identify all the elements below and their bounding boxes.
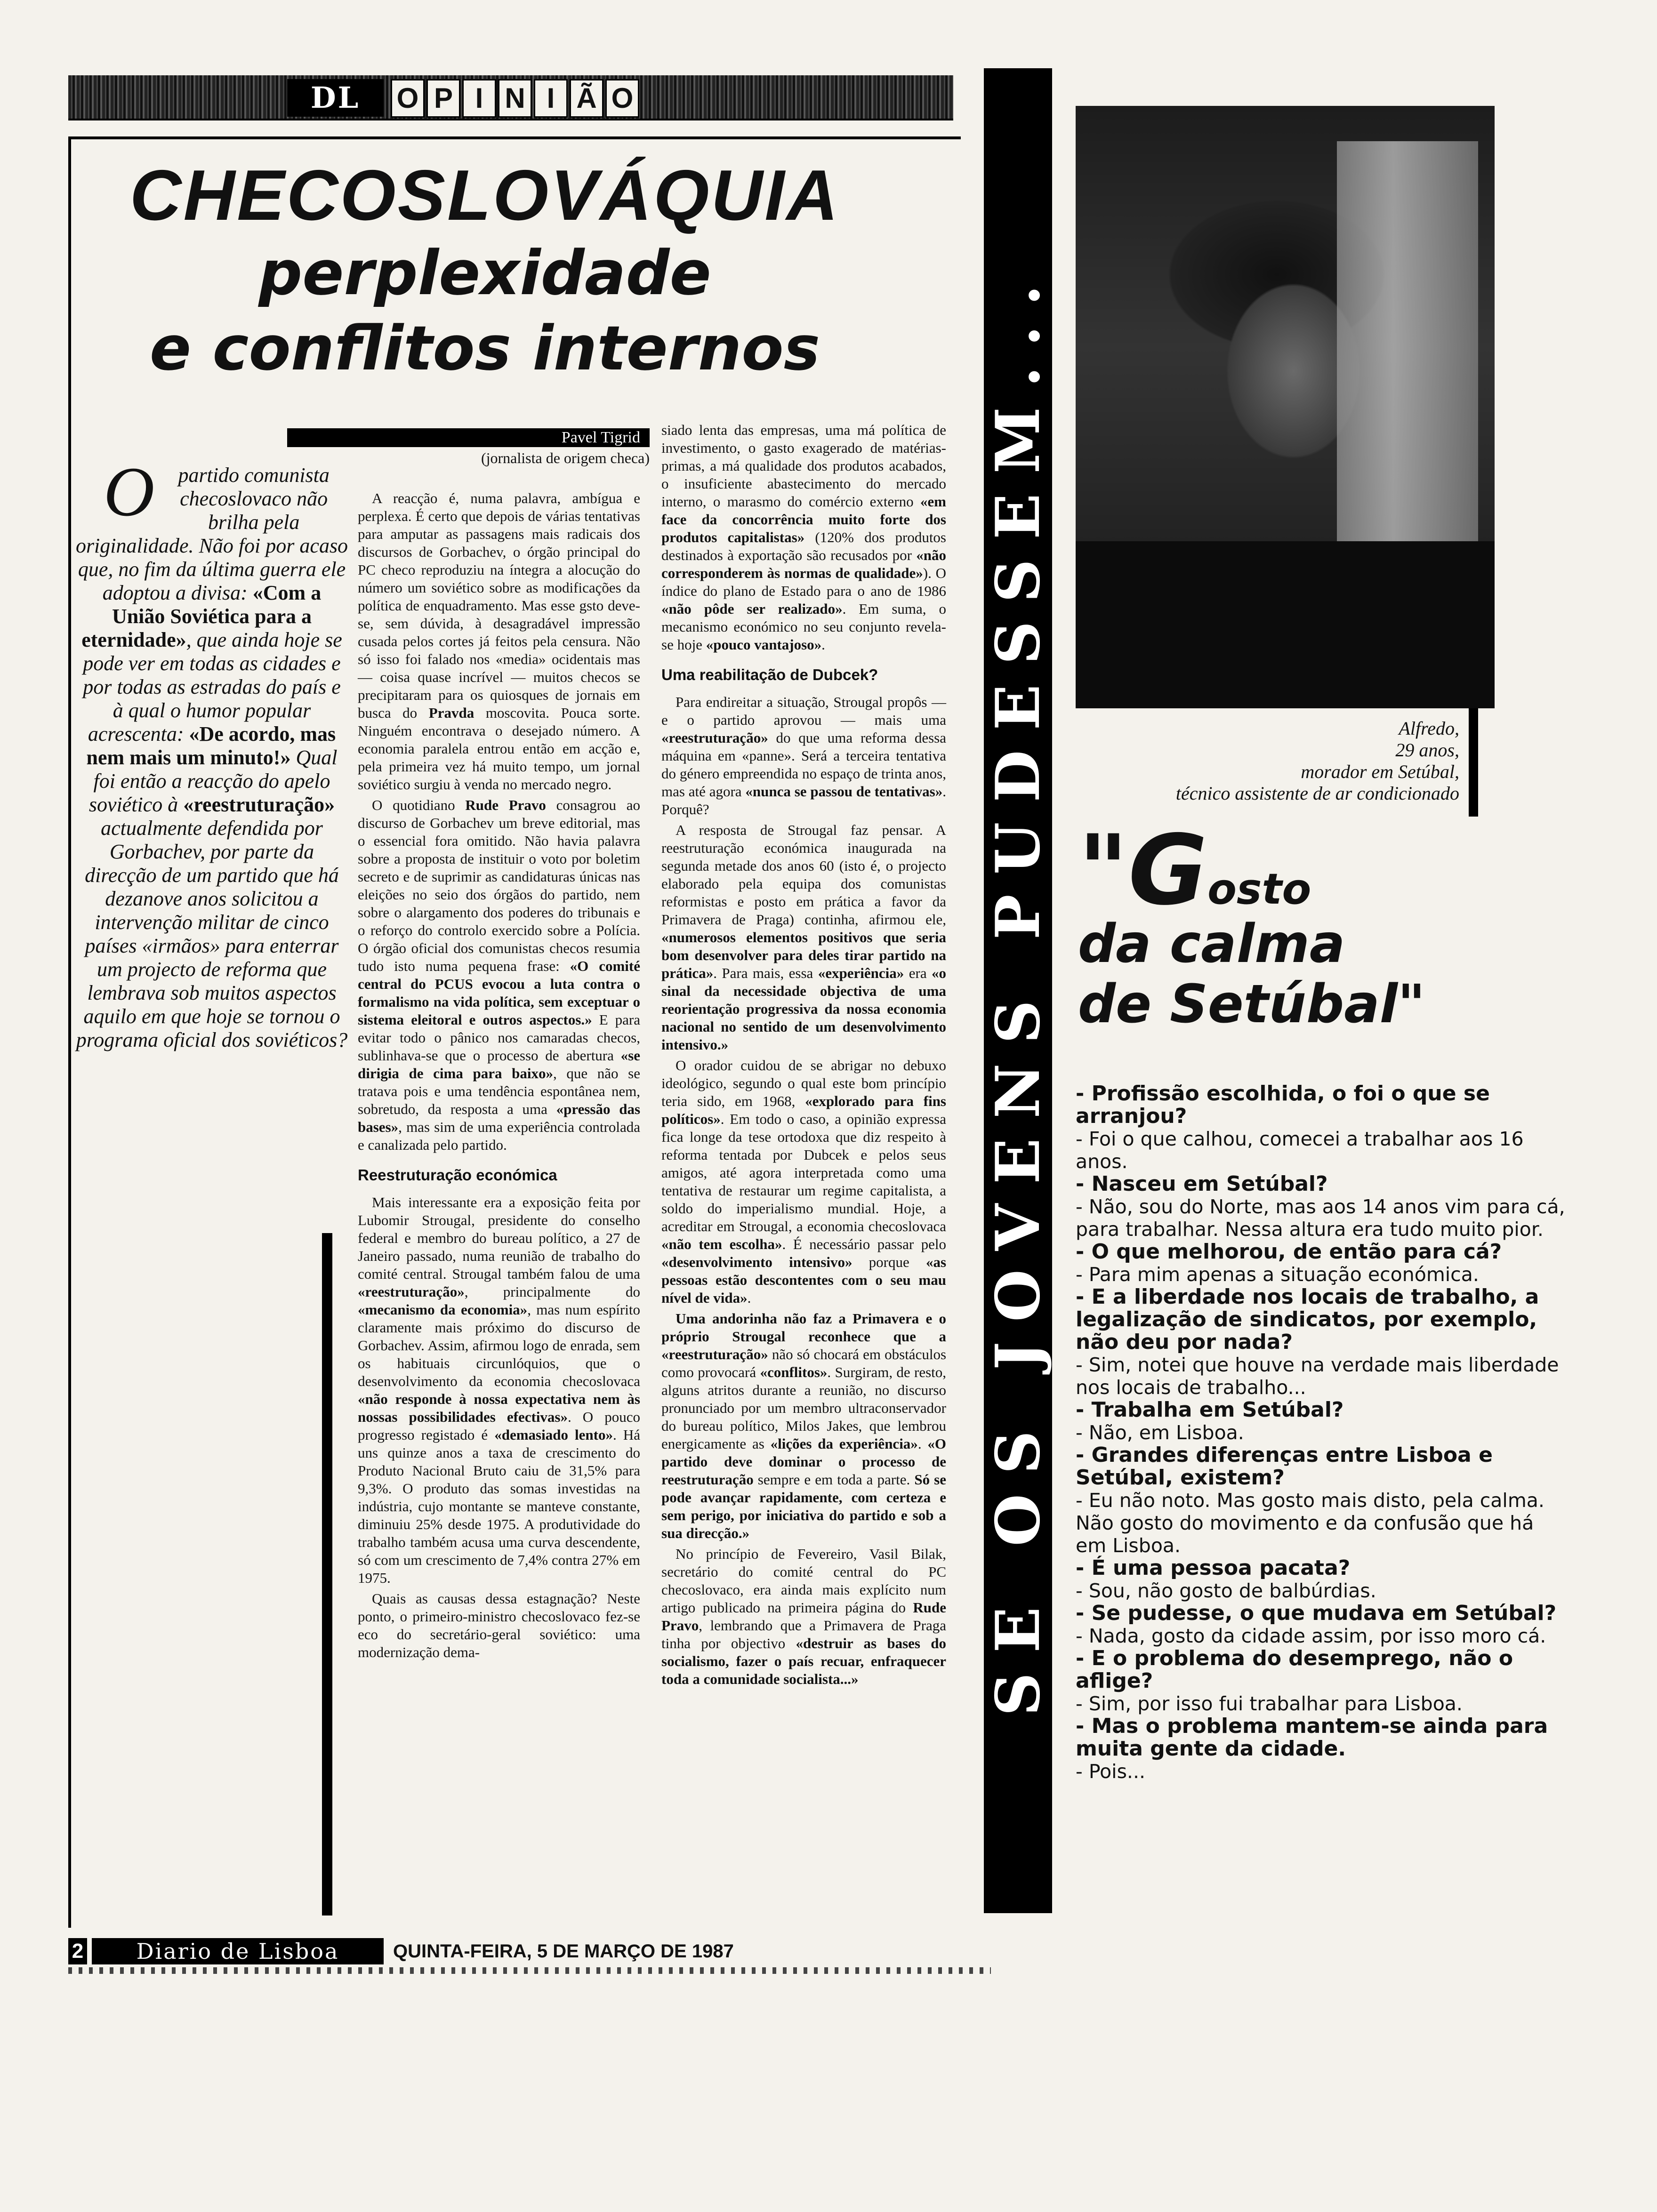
title-initial: "G — [1078, 815, 1208, 927]
caption-line: Alfredo, — [1399, 718, 1459, 739]
text-bold: «destruir as bases do socialismo, fazer o país recuar, enfraquecer toda a comunidade socialista...» — [661, 1635, 946, 1687]
text: E para evitar todo o pânico nos camaradas checos, sublinhava-se que o processo de abertura — [358, 1011, 640, 1064]
text-bold: «O comité central do PCUS evocou a luta contra o formalismo na vida política, sem exceptuar o sistema eleitoral e outros aspectos.» — [358, 958, 640, 1028]
interview-answer: - Sim, por isso fui trabalhar para Lisboa. — [1076, 1692, 1463, 1715]
text-bold: «não corresponderem às normas de qualidade» — [661, 547, 946, 581]
text-bold: Rude Pravo — [661, 1599, 947, 1634]
text: porque — [869, 1254, 909, 1270]
text-bold: «reestruturação» — [661, 729, 768, 746]
photo-caption — [1083, 718, 1459, 804]
photo-shadow — [1076, 541, 1495, 708]
text-bold: «as pessoas estão descontentes com o seu mau nível de vida» — [661, 1254, 947, 1306]
text: O quotidiano — [372, 797, 455, 813]
article-column-2 — [358, 489, 640, 1664]
paragraph — [661, 1057, 946, 1307]
photo-highlight — [1337, 141, 1478, 565]
interview-answer: - Foi o que calhou, comecei a trabalhar aos 16 anos. — [1076, 1128, 1524, 1173]
paragraph — [358, 1194, 640, 1587]
lead-text: actualmente defendida por Gorbachev, por parte da direcção de um partido que há dezanove anos solicitou a intervenção militar de cinco países «irmãos» para enterrar um projecto de reforma que lembrava sob muitos aspectos aquilo em que hoje se tornou o programa oficial dos soviéticos? — [76, 817, 348, 1051]
interview-question: - E a liberdade nos locais de trabalho, a legalização de sindicatos, por exemplo, não deu por nada? — [1076, 1285, 1539, 1354]
text: sempre e em toda a parte. — [757, 1471, 910, 1488]
interview-answer: - Não, em Lisboa. — [1076, 1421, 1244, 1444]
paragraph — [358, 489, 640, 793]
paragraph — [661, 1545, 946, 1688]
caption-line: morador em Setúbal, — [1301, 761, 1459, 782]
text: No princípio de Fevereiro, Vasil Bilak, secretário do comité central do PC checoslovaco, era ainda mais explícito num artigo publicado na primeira página do — [661, 1546, 946, 1616]
text: siado lenta das empresas, uma má política de investimento, o gasto exagerado de matérias-primas, a má qualidade dos produtos acabados, o insuficiente abastecimento do mercado interno, o marasmo do comércio externo — [661, 422, 946, 510]
interview-qa — [1076, 1082, 1570, 1783]
text: Mais interessante era a exposição feita por Lubomir Strougal, presidente do conselho federal e membro do bureau político, a 27 de Janeiro passado, numa reunião de trabalho do comité central. Strougal também falou de uma — [358, 1194, 640, 1282]
footer-dot-rule — [68, 1967, 991, 1974]
text: Para endireitar a situação, Strougal propôs — e o partido aprovou — mais uma — [661, 694, 946, 728]
headline-line-3: e conflitos internos — [149, 313, 820, 384]
text-bold: Rude Pravo — [465, 797, 546, 813]
text: . — [917, 1435, 922, 1452]
author-byline: Pavel Tigrid — [287, 428, 650, 447]
text: era — [909, 965, 927, 981]
text-bold: Só se pode avançar rapidamente, com certeza e sem perigo, por iniciativa do partido e sob a sua direcção.» — [661, 1471, 946, 1541]
interview-answer: - Para mim apenas a situação económica. — [1076, 1263, 1479, 1286]
text: . — [821, 636, 825, 653]
text: do que uma reforma dessa máquina em «panne». Será a terceira tentativa do género empreendida no espaço de trinta anos, mas até agora — [661, 729, 947, 800]
interview-question: - O que melhorou, de então para cá? — [1076, 1240, 1502, 1264]
paragraph — [661, 821, 946, 1054]
text: , mas num espírito claramente mais próximo do discurso de Gorbachev. Assim, afirmou logo de enrada, sem os habituais circunlóquios, que o desenvolvimento da economia checoslovaca — [358, 1301, 640, 1389]
lead-rule-bar — [322, 1233, 332, 1915]
interview-answer: - Sou, não gosto de balbúrdias. — [1076, 1579, 1376, 1602]
text: . Há uns quinze anos a taxa de crescimento do Produto Nacional Bruto caiu de 31,5% para 9,3%. O produto das somas investidas na indústria, cujo montante se manteve constante, diminuiu 25% desde 1975. A produtividade do trabalho também acusa uma curva descendente, só com um crescimento de 7,4% contra 27% em 1975. — [358, 1427, 640, 1586]
paragraph — [358, 796, 640, 1154]
lead-quote: «reestruturação» — [183, 793, 335, 816]
newspaper-logo: DL — [287, 79, 384, 117]
text-bold: «não pôde ser realizado» — [661, 601, 843, 617]
subheading: Reestruturação económica — [358, 1166, 557, 1184]
paragraph: Quais as causas dessa estagnação? Neste ponto, o primeiro-ministro checoslovaco fez-se eco do secretário-geral soviético: uma modernização dema- — [358, 1590, 640, 1660]
text-bold: «pressão das bases» — [358, 1101, 641, 1135]
text: (120% dos produtos destinados à exportação são recusados por — [661, 529, 946, 563]
drop-cap: O — [104, 453, 155, 531]
section-label — [391, 79, 641, 117]
text-bold: Uma andorinha não faz a Primavera e o próprio Strougal reconhece que a «reestruturação» — [661, 1310, 946, 1362]
section-letter: I — [462, 79, 496, 118]
text: . O pouco progresso registado é — [358, 1409, 640, 1443]
text-bold: «mecanismo da economia» — [358, 1301, 528, 1318]
title-word: osto — [1207, 865, 1311, 914]
text: , principalmente do — [464, 1283, 640, 1300]
interview-answer: - Pois... — [1076, 1760, 1146, 1783]
text: . — [747, 1290, 751, 1306]
text-bold: «conflitos» — [760, 1364, 828, 1380]
text-bold: «demasiado lento» — [494, 1427, 613, 1443]
text: O orador cuidou de se abrigar no debuxo ideológico, segundo o qual este bom princípio teria sido, em 1968, — [661, 1057, 946, 1109]
section-letter: N — [498, 79, 532, 118]
text: . Surgiram, de resto, alguns atritos durante a reunião, no discurso pronunciado por um membro ultraconservador do bureau político, Milos Jakes, que lembrou energicamente as — [661, 1364, 947, 1452]
interview-question: - Mas o problema mantem-se ainda para muita gente da cidade. — [1076, 1714, 1548, 1761]
text: . Porquê? — [661, 783, 946, 817]
lead-text: , que ainda hoje se pode ver em todas as cidades e por todas as estradas do país e à qual o humor popular acrescenta: — [83, 628, 342, 745]
lead-text: Qual foi então a reacção do apelo soviético à — [88, 746, 338, 816]
title-line-3: de Setúbal" — [1078, 974, 1425, 1035]
lead-quote: «Com a União Soviética para a eternidade» — [81, 581, 322, 651]
text-bold: «lições da experiência» — [770, 1435, 918, 1452]
section-letter: O — [605, 79, 639, 118]
text-bold: «não responde à nossa expectativa nem às nossas possibilidades efectivas» — [358, 1391, 640, 1425]
article-headline — [94, 155, 876, 386]
subheading: Uma reabilitação de Dubcek? — [661, 666, 878, 683]
lead-text: partido comunista checoslovaco não brilha pela originalidade. Não foi por acaso que, no fim da última guerra ele adoptou a divisa: — [75, 464, 348, 604]
text: , que não se tratava pois e uma tendência espontânea nem, sobretudo, da resposta a uma — [358, 1065, 640, 1117]
newspaper-masthead: Diario de Lisboa — [92, 1938, 384, 1964]
paragraph — [661, 421, 946, 654]
article-lead — [75, 453, 348, 1052]
interview-answer: - Sim, notei que houve na verdade mais liberdade nos locais de trabalho... — [1076, 1354, 1559, 1399]
author-note: (jornalista de origem checa) — [481, 449, 650, 466]
vertical-banner-text: SE OS JOVENS PUDESSEM... — [982, 265, 1054, 1716]
section-letter: I — [534, 79, 568, 118]
text-bold: «desenvolvimento intensivo» — [661, 1254, 853, 1270]
text-bold: «não tem escolha» — [661, 1236, 782, 1252]
caption-line: 29 anos, — [1395, 739, 1459, 761]
interview-question: - Trabalha em Setúbal? — [1076, 1398, 1344, 1422]
interview-answer: - Nada, gosto da cidade assim, por isso moro cá. — [1076, 1625, 1546, 1647]
text-bold: «pouco vantajoso» — [706, 636, 822, 653]
interview-question: - Profissão escolhida, o foi o que se arranjou? — [1076, 1082, 1490, 1128]
headline-line-2: perplexidade — [258, 237, 711, 309]
text: consagrou ao discurso de Gorbachev um breve editorial, mas o essencial fora omitido. Não havia palavra sobre a proposta de instituir o voto por boletim secreto e de suprimir as candidaturas únicas nas eleições no seio dos órgãos do partido, nem sobre o alargamento dos poderes do tribunais e o reforço do controlo exercido sobre a Polícia. O órgão oficial dos comunistas checos resumia tudo isto numa pequena frase: — [358, 797, 640, 974]
section-letter: P — [426, 79, 460, 118]
caption-line: técnico assistente de ar condicionado — [1175, 783, 1459, 804]
text-bold: «o sinal da necessidade objectiva de uma reorientação progressiva da nossa economia nacional no sentido de um desenvolvimento intensivo.» — [661, 965, 947, 1053]
interview-answer: - Não, sou do Norte, mas aos 14 anos vim para cá, para trabalhar. Nessa altura era tudo muito pior. — [1076, 1195, 1565, 1241]
text-bold: «explorado para fins políticos» — [661, 1093, 946, 1127]
text-bold: «nunca se passou de tentativas» — [745, 783, 943, 800]
interview-question: - Se pudesse, o que mudava em Setúbal? — [1076, 1601, 1557, 1625]
interview-title — [1078, 815, 1478, 1035]
text: . Para mais, essa — [713, 965, 813, 981]
publication-date: QUINTA-FEIRA, 5 DE MARÇO DE 1987 — [393, 1941, 734, 1962]
text: não só chocará em obstáculos como provocará — [661, 1346, 947, 1380]
section-letter: Ã — [570, 79, 603, 118]
section-letter: O — [391, 79, 425, 118]
text-bold: «reestruturação» — [358, 1283, 465, 1300]
text: moscovita. Pouca sorte. Ninguém encontrava o desejado número. A economia paralela entrou então em acção e, pela primeira vez há muito tempo, um jornal soviético surgiu à venda no mercado negro. — [358, 705, 640, 793]
interview-question: - É uma pessoa pacata? — [1076, 1556, 1351, 1580]
text-bold: «numerosos elementos positivos que seria bom desenvolver para deles tirar partido na prática» — [661, 929, 946, 981]
paragraph — [661, 1310, 946, 1542]
text-bold: «experiência» — [818, 965, 904, 981]
text: A reacção é, numa palavra, ambígua e perplexa. É certo que depois de várias tentativas para amputar as passagens mais radicais dos discursos de Gorbachev, o órgão principal do PC checo reproduziu na íntegra a alocução do número um soviético sobre as modificações da política de enquadramento. Mas esse gsto deve-se, sem dúvida, à desagradável impressão cusada pelos cortes já feitos pela censura. Não só isso foi falado nos «media» ocidentais mas — coisa quase incrível — muitos checos se precipitaram para os quiosques de jornais em busca do — [358, 490, 640, 721]
vertical-banner — [984, 68, 1052, 1913]
article-column-3 — [661, 421, 946, 1691]
title-line-2: da calma — [1078, 914, 1345, 975]
text-bold: «O partido deve dominar o processo de reestruturação — [661, 1435, 947, 1488]
paragraph — [661, 693, 946, 818]
text: , lembrando que a Primavera de Praga tinha por objectivo — [661, 1617, 946, 1651]
caption-rule-bar — [1469, 708, 1478, 817]
text: . Em suma, o mecanismo económico no seu conjunto revela-se hoje — [661, 601, 946, 653]
text: . Em todo o caso, a opinião expressa fica longe da tese ortodoxa que diz respeito à reforma tentada por Dubcek e pelos seus amigos, até agora interpretada como uma tentativa de restaurar um regime capitalista, a soldo do imperialismo mundial. Hoje, a acreditar em Strougal, a economia checoslovaca — [661, 1111, 946, 1234]
headline-line-1: CHECOSLOVÁQUIA — [129, 155, 840, 235]
interview-question: - Nasceu em Setúbal? — [1076, 1172, 1328, 1196]
text: A resposta de Strougal faz pensar. A reestruturação económica inaugurada na segunda metade dos anos 60 (isto é, o projecto elaborado pela equipa dos comunistas reformistas e posto em prática a favor da Primavera de Praga) continha, afirmou ele, — [661, 822, 946, 928]
lead-quote: «De acordo, mas nem mais um minuto!» — [86, 722, 336, 769]
interview-question: - E o problema do desemprego, não o aflige? — [1076, 1646, 1513, 1693]
text: . É necessário passar pelo — [782, 1236, 946, 1252]
text-bold: Pravda — [428, 705, 475, 721]
page-number: 2 — [68, 1938, 87, 1964]
text: ). O índice do plano de Estado para o ano de 1986 — [661, 565, 946, 599]
interview-question: - Grandes diferenças entre Lisboa e Setúbal, existem? — [1076, 1443, 1493, 1490]
text-bold: «se dirigia de cima para baixo» — [358, 1047, 640, 1082]
text-bold: «em face da concorrência muito forte dos produtos capitalistas» — [661, 493, 946, 545]
interview-answer: - Eu não noto. Mas gosto mais disto, pela calma. Não gosto do movimento e da confusão que há em Lisboa. — [1076, 1489, 1544, 1557]
text: , mas sim de uma experiência controlada e canalizada pelo partido. — [358, 1119, 640, 1153]
